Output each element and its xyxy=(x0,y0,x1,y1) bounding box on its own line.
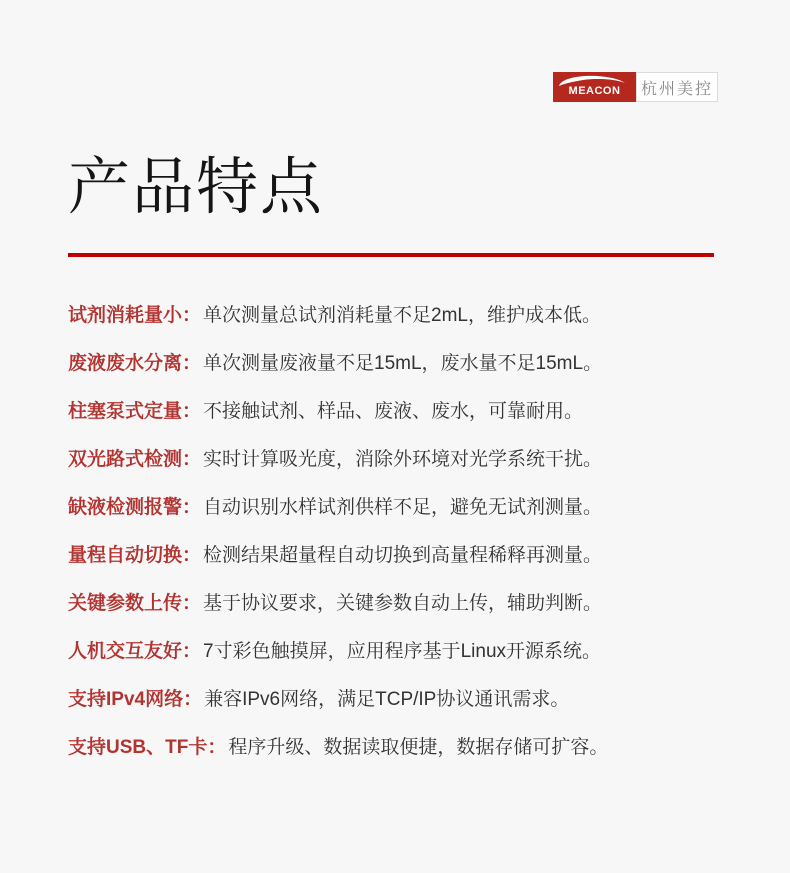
feature-label: 人机交互友好： xyxy=(68,641,202,663)
feature-description: 7寸彩色触摸屏，应用程序基于Linux开源系统。 xyxy=(203,641,602,663)
feature-description: 程序升级、数据读取便捷，数据存储可扩容。 xyxy=(228,737,609,759)
brand-name-text: MEACON xyxy=(568,85,621,97)
feature-description: 实时计算吸光度，消除外环境对光学系统干扰。 xyxy=(203,449,603,471)
feature-item xyxy=(68,338,714,386)
feature-label: 关键参数上传： xyxy=(68,593,202,615)
feature-item xyxy=(68,722,714,770)
feature-item xyxy=(68,482,714,530)
swoosh-icon xyxy=(557,75,631,87)
feature-description: 单次测量废液量不足15mL，废水量不足15mL。 xyxy=(203,353,603,375)
title-divider xyxy=(68,253,714,257)
feature-label: 支持IPv4网络： xyxy=(68,689,203,711)
feature-description: 基于协议要求，关键参数自动上传，辅助判断。 xyxy=(203,593,603,615)
feature-label: 缺液检测报警： xyxy=(68,497,202,519)
feature-label: 量程自动切换： xyxy=(68,545,202,567)
feature-description: 兼容IPv6网络，满足TCP/IP协议通讯需求。 xyxy=(204,689,570,711)
page-title: 产品特点 xyxy=(68,153,325,222)
feature-item xyxy=(68,434,714,482)
feature-list xyxy=(68,290,714,770)
feature-item xyxy=(68,578,714,626)
feature-label: 柱塞泵式定量： xyxy=(68,401,202,423)
feature-description: 不接触试剂、样品、废液、废水，可靠耐用。 xyxy=(203,401,584,423)
feature-item xyxy=(68,626,714,674)
feature-label: 试剂消耗量小： xyxy=(68,305,202,327)
feature-item xyxy=(68,386,714,434)
brand-logo-mark xyxy=(553,72,636,102)
brand-logo xyxy=(553,72,718,102)
feature-description: 单次测量总试剂消耗量不足2mL，维护成本低。 xyxy=(203,305,601,327)
feature-description: 自动识别水样试剂供样不足，避免无试剂测量。 xyxy=(203,497,603,519)
feature-label: 废液废水分离： xyxy=(68,353,202,375)
brand-name-chinese: 杭州美控 xyxy=(636,72,718,102)
feature-item xyxy=(68,674,714,722)
feature-label: 双光路式检测： xyxy=(68,449,202,471)
feature-description: 检测结果超量程自动切换到高量程稀释再测量。 xyxy=(203,545,603,567)
feature-item xyxy=(68,530,714,578)
main-content xyxy=(0,148,790,770)
feature-item xyxy=(68,290,714,338)
feature-label: 支持USB、TF卡： xyxy=(68,737,227,759)
